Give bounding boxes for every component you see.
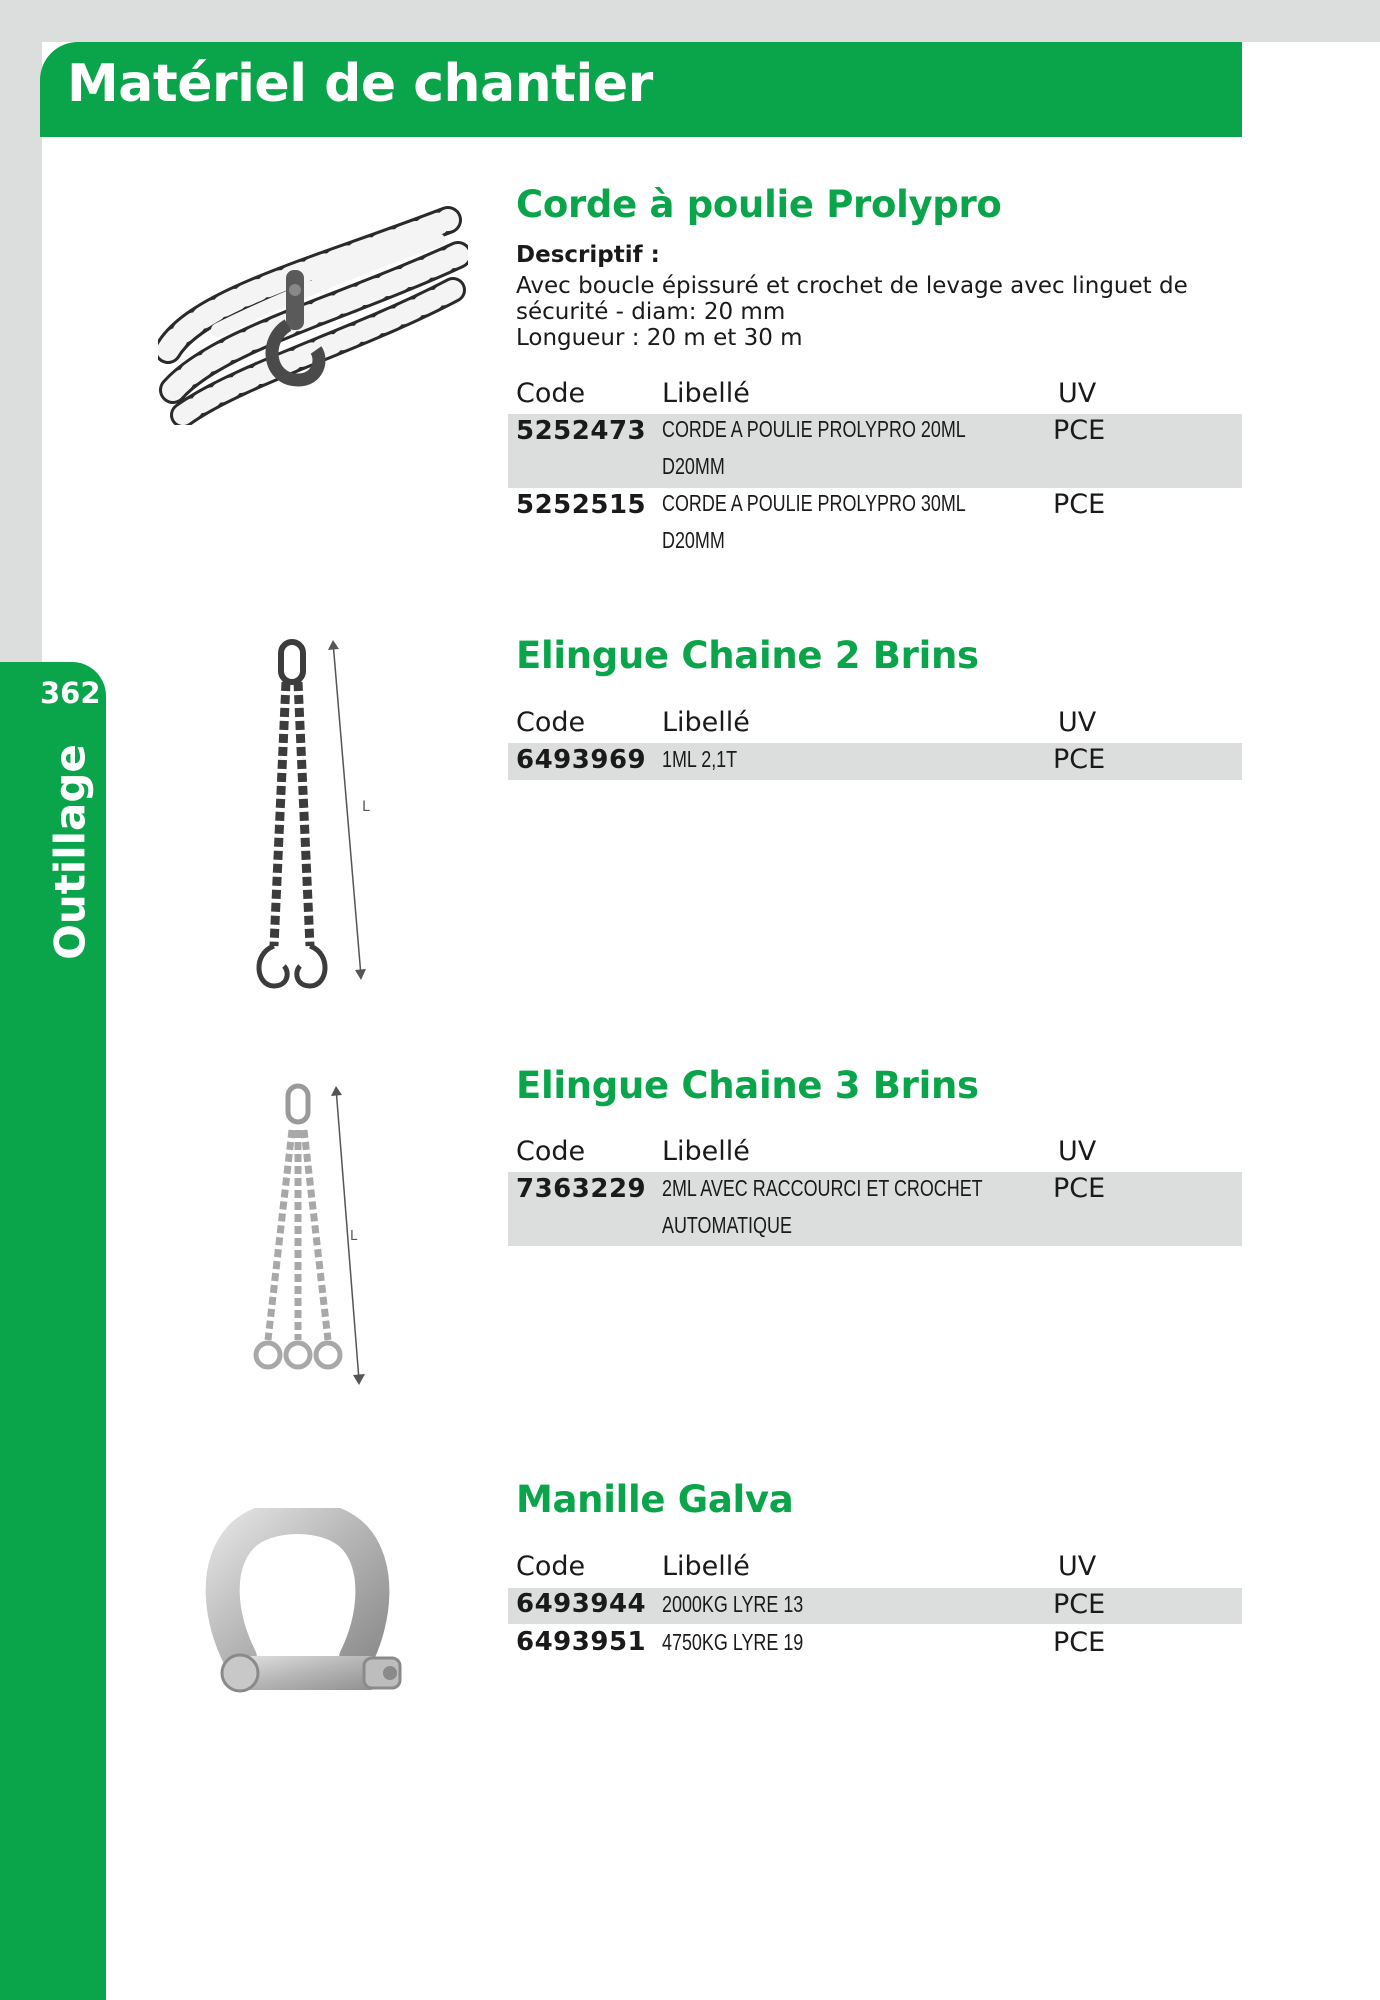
product-code: 5252515 [516, 490, 647, 520]
libelle-line: CORDE A POULIE PROLYPRO 30ML [662, 490, 966, 516]
libelle-line: 2ML AVEC RACCOURCI ET CROCHET [662, 1175, 983, 1201]
dimension-label: L [350, 1229, 358, 1244]
product-libelle [662, 741, 943, 778]
product-uv: PCE [1053, 489, 1106, 520]
chain-sling-3-legs-icon [246, 1080, 386, 1410]
top-margin-band [0, 0, 1380, 42]
description-line: Longueur : 20 m et 30 m [516, 325, 803, 351]
product-title-elingue-2: Elingue Chaine 2 Brins [516, 634, 979, 677]
product-code: 6493951 [516, 1627, 647, 1657]
column-header-libelle: Libellé [662, 378, 750, 409]
description-line: sécurité - diam: 20 mm [516, 299, 786, 325]
description-label: Descriptif : [516, 242, 660, 268]
column-header-libelle: Libellé [662, 1551, 750, 1582]
column-header-code: Code [516, 1136, 586, 1167]
description-line: Avec boucle épissuré et crochet de levage avec linguet de [516, 273, 1188, 299]
product-uv: PCE [1053, 415, 1106, 446]
product-code: 7363229 [516, 1174, 647, 1204]
libelle-line: 4750KG LYRE 19 [662, 1629, 804, 1655]
header-bar [40, 42, 1242, 137]
libelle-line: 2000KG LYRE 13 [662, 1591, 804, 1617]
product-libelle [662, 1624, 943, 1661]
column-header-uv: UV [1058, 707, 1097, 738]
product-title-corde: Corde à poulie Prolypro [516, 183, 1002, 226]
chain-sling-2-legs-icon [236, 636, 386, 996]
product-libelle [662, 1170, 983, 1244]
column-header-uv: UV [1058, 1136, 1097, 1167]
product-title-manille: Manille Galva [516, 1478, 794, 1521]
column-header-code: Code [516, 378, 586, 409]
product-uv: PCE [1053, 1589, 1106, 1620]
left-margin-band [0, 0, 42, 665]
column-header-code: Code [516, 1551, 586, 1582]
column-header-libelle: Libellé [662, 707, 750, 738]
column-header-uv: UV [1058, 378, 1097, 409]
libelle-line: AUTOMATIQUE [662, 1212, 792, 1238]
libelle-line: D20MM [662, 527, 725, 553]
product-title-elingue-3: Elingue Chaine 3 Brins [516, 1064, 979, 1107]
page-number: 362 [40, 676, 101, 710]
product-uv: PCE [1053, 1173, 1106, 1204]
shackle-icon [200, 1508, 410, 1723]
column-header-code: Code [516, 707, 586, 738]
rope-coil-icon [158, 200, 468, 425]
column-header-libelle: Libellé [662, 1136, 750, 1167]
product-libelle [662, 1586, 943, 1623]
section-label-text: Outillage [45, 744, 95, 960]
product-code: 6493944 [516, 1589, 647, 1619]
product-uv: PCE [1053, 1627, 1106, 1658]
libelle-line: D20MM [662, 453, 725, 479]
product-code: 6493969 [516, 745, 647, 775]
libelle-line: 1ML 2,1T [662, 746, 738, 772]
product-libelle [662, 485, 966, 559]
product-uv: PCE [1053, 744, 1106, 775]
page-title: Matériel de chantier [67, 54, 653, 114]
dimension-label: L [362, 799, 370, 815]
product-libelle [662, 411, 966, 485]
product-code: 5252473 [516, 416, 647, 446]
libelle-line: CORDE A POULIE PROLYPRO 20ML [662, 416, 966, 442]
column-header-uv: UV [1058, 1551, 1097, 1582]
